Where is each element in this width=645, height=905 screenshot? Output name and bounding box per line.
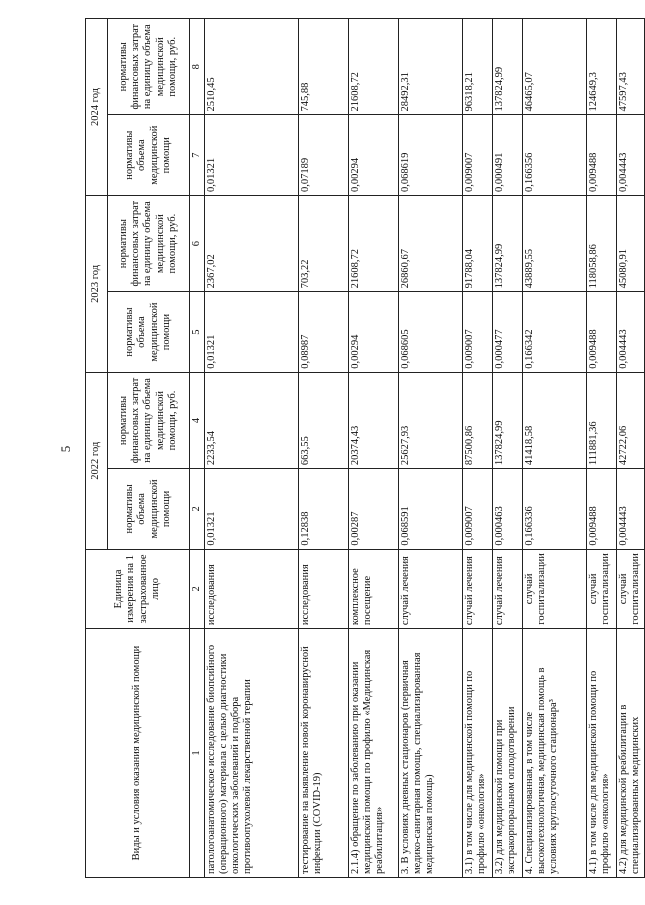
cost-2024-cell: 137824,99	[493, 19, 523, 115]
care-type-cell: 2.1.4) обращение по заболеванию при оказании медицинской помощи по профилю «Медицинская реабилитация»	[349, 629, 399, 878]
cost-2024-cell: 28492,31	[399, 19, 463, 115]
volume-2022-cell: 0,068591	[399, 469, 463, 549]
cost-2022-cell: 137824,99	[493, 372, 523, 468]
col-number: 2	[190, 469, 205, 549]
rotated-table-container	[85, 18, 642, 878]
volume-2023-cell: 0,08987	[299, 292, 349, 372]
volume-2022-cell: 0,000463	[493, 469, 523, 549]
table-row	[205, 19, 299, 878]
cost-2023-cell: 26860,67	[399, 195, 463, 291]
cost-2022-cell: 41418,58	[523, 372, 587, 468]
cost-2024-cell: 124649,3	[587, 19, 617, 115]
care-type-cell: патологоанатомическое исследование биопсийного (операционного) материала с целью диагностики онкологических заболеваний и подбора противоопухолевой лекарственной терапии	[205, 629, 299, 878]
volume-2024-cell: 0,000491	[493, 115, 523, 195]
volume-2022-cell: 0,12838	[299, 469, 349, 549]
cost-2023-cell: 91788,04	[463, 195, 493, 291]
cost-2024-cell: 2510,45	[205, 19, 299, 115]
volume-2022-cell: 0,166336	[523, 469, 587, 549]
cost-2024-cell: 21608,72	[349, 19, 399, 115]
volume-2023-cell: 0,00294	[349, 292, 399, 372]
volume-2022-cell: 0,004443	[617, 469, 645, 549]
care-type-cell: 4.1) в том числе для медицинской помощи по профилю «онкология»	[587, 629, 617, 878]
unit-cell: случай госпитализации	[617, 549, 645, 628]
cost-2024-cell: 745,88	[299, 19, 349, 115]
volume-2024-cell: 0,009007	[463, 115, 493, 195]
volume-2024-cell: 0,166356	[523, 115, 587, 195]
table-row	[349, 19, 399, 878]
header-volume-2023: нормативы объема медицинской помощи	[108, 292, 190, 372]
volume-2022-cell: 0,009488	[587, 469, 617, 549]
header-year-2023: 2023 год	[86, 195, 108, 372]
volume-2023-cell: 0,068605	[399, 292, 463, 372]
volume-2022-cell: 0,01321	[205, 469, 299, 549]
volume-2024-cell: 0,07189	[299, 115, 349, 195]
cost-2022-cell: 2233,54	[205, 372, 299, 468]
care-type-cell: 3.2) для медицинской помощи при экстракорпоральном оплодотворении	[493, 629, 523, 878]
care-type-cell: 4. Специализированная, в том числе высокотехнологичная, медицинская помощь в условиях круглосуточного стационара³	[523, 629, 587, 878]
cost-2024-cell: 96318,21	[463, 19, 493, 115]
cost-2022-cell: 25627,93	[399, 372, 463, 468]
table-row	[617, 19, 645, 878]
col-number: 1	[190, 629, 205, 878]
unit-cell: исследования	[205, 549, 299, 628]
header-volume-2024: нормативы объема медицинской помощи	[108, 115, 190, 195]
header-year-2022: 2022 год	[86, 372, 108, 549]
unit-cell: случай госпитализации	[587, 549, 617, 628]
page-number: 5	[58, 445, 73, 453]
cost-2022-cell: 87500,86	[463, 372, 493, 468]
unit-cell: случай лечения	[493, 549, 523, 628]
header-cost-2024: нормативы финансовых затрат на единицу объема медицинской помощи, руб.	[108, 19, 190, 115]
cost-2023-cell: 45080,91	[617, 195, 645, 291]
cost-2022-cell: 111881,36	[587, 372, 617, 468]
table-row	[523, 19, 587, 878]
table-row	[587, 19, 617, 878]
col-number: 6	[190, 195, 205, 291]
volume-2023-cell: 0,004443	[617, 292, 645, 372]
unit-cell: случай лечения	[463, 549, 493, 628]
volume-2022-cell: 0,00287	[349, 469, 399, 549]
care-type-cell: 4.2) для медицинской реабилитации в специализированных медицинских	[617, 629, 645, 878]
unit-cell: комплексное посещение	[349, 549, 399, 628]
volume-2023-cell: 0,000477	[493, 292, 523, 372]
volume-2024-cell: 0,068619	[399, 115, 463, 195]
table-row	[399, 19, 463, 878]
cost-2023-cell: 137824,99	[493, 195, 523, 291]
header-unit: Единица измерения на 1 застрахованное лицо	[86, 549, 190, 628]
cost-2023-cell: 21608,72	[349, 195, 399, 291]
volume-2024-cell: 0,009488	[587, 115, 617, 195]
volume-2022-cell: 0,009007	[463, 469, 493, 549]
volume-2023-cell: 0,009488	[587, 292, 617, 372]
cost-2023-cell: 703,22	[299, 195, 349, 291]
unit-cell: исследования	[299, 549, 349, 628]
volume-2023-cell: 0,166342	[523, 292, 587, 372]
table-row	[493, 19, 523, 878]
col-number: 4	[190, 372, 205, 468]
cost-2023-cell: 118058,86	[587, 195, 617, 291]
volume-2024-cell: 0,00294	[349, 115, 399, 195]
col-number: 5	[190, 292, 205, 372]
cost-2024-cell: 47597,43	[617, 19, 645, 115]
volume-2023-cell: 0,01321	[205, 292, 299, 372]
unit-cell: случай госпитализации	[523, 549, 587, 628]
care-type-cell: 3. В условиях дневных стационаров (первичная медико-санитарная помощь, специализированная медицинская помощь)	[399, 629, 463, 878]
table-row	[299, 19, 349, 878]
header-cost-2022: нормативы финансовых затрат на единицу объема медицинской помощи, руб.	[108, 372, 190, 468]
cost-2022-cell: 20374,43	[349, 372, 399, 468]
header-year-2024: 2024 год	[86, 19, 108, 196]
volume-2023-cell: 0,009007	[463, 292, 493, 372]
cost-2023-cell: 2367,02	[205, 195, 299, 291]
volume-2024-cell: 0,01321	[205, 115, 299, 195]
volume-2024-cell: 0,004443	[617, 115, 645, 195]
table-row	[463, 19, 493, 878]
cost-2023-cell: 43889,55	[523, 195, 587, 291]
col-number: 2	[190, 549, 205, 628]
cost-2024-cell: 46465,07	[523, 19, 587, 115]
cost-2022-cell: 42722,06	[617, 372, 645, 468]
care-type-cell: тестирование на выявление новой коронавирусной инфекции (COVID-19)	[299, 629, 349, 878]
medical-care-norms-table	[85, 18, 645, 878]
header-care-type: Виды и условия оказания медицинской помощи	[86, 629, 190, 878]
col-number: 7	[190, 115, 205, 195]
col-number: 8	[190, 19, 205, 115]
header-volume-2022: нормативы объема медицинской помощи	[108, 469, 190, 549]
cost-2022-cell: 663,55	[299, 372, 349, 468]
header-cost-2023: нормативы финансовых затрат на единицу объема медицинской помощи, руб.	[108, 195, 190, 291]
care-type-cell: 3.1) в том числе для медицинской помощи по профилю «онкология»	[463, 629, 493, 878]
unit-cell: случай лечения	[399, 549, 463, 628]
